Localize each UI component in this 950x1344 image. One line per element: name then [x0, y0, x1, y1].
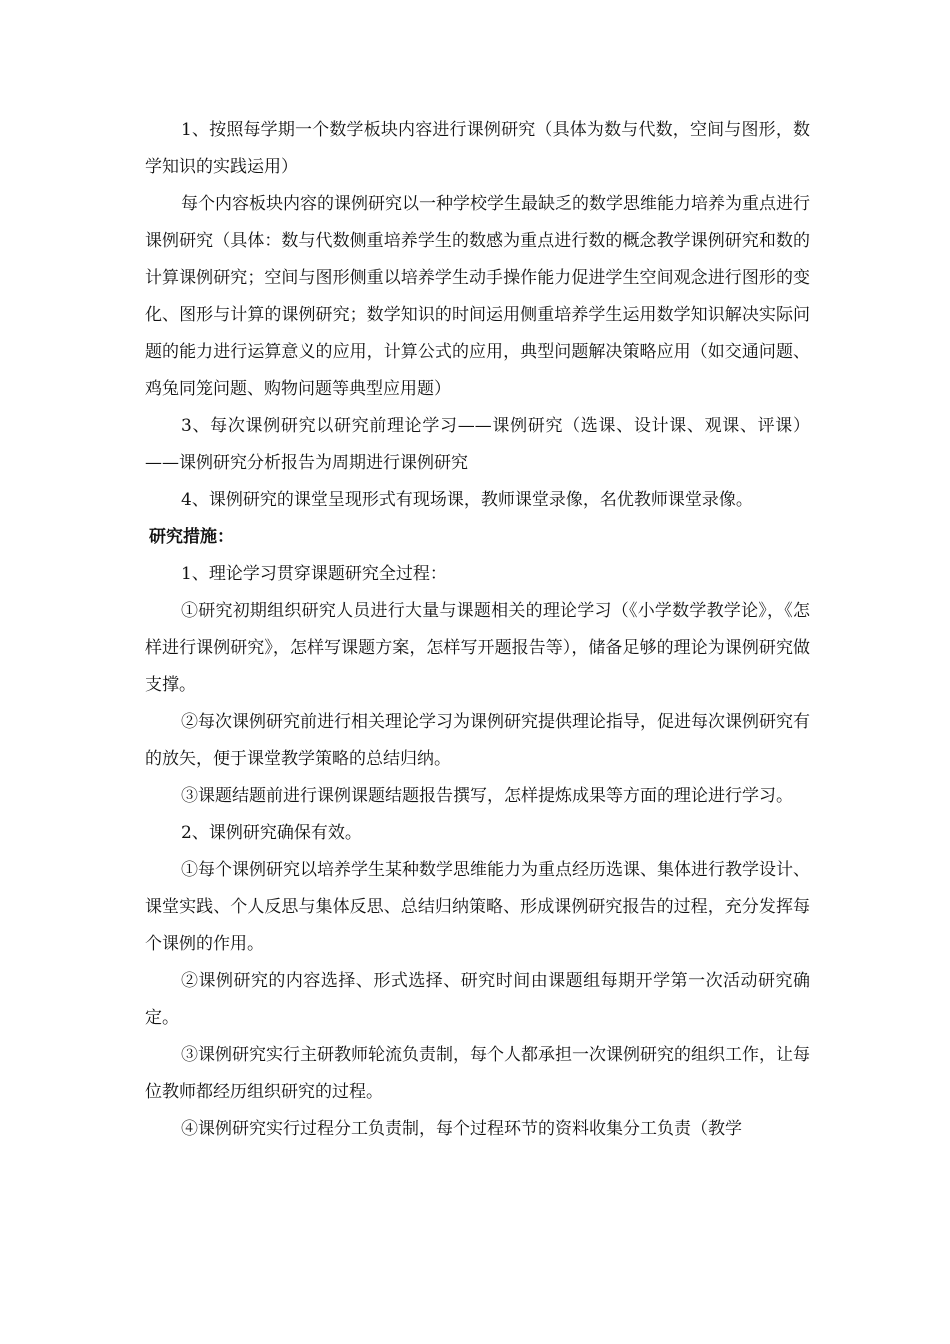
measure-1: 1、理论学习贯穿课题研究全过程： [181, 564, 447, 584]
measure-1-item-3: ③课题结题前进行课例课题结题报告撰写，怎样提炼成果等方面的理论进行学习。 [181, 786, 793, 806]
measure-1-item-2: ②每次课例研究前进行相关理论学习为课例研究提供理论指导，促进每次课例研究有的放矢，便于课堂教学策略的总结归纳。 [145, 712, 810, 769]
paragraph-3: 3、每次课例研究以研究前理论学习——课例研究（选课、设计课、观课、评课）——课例研究分析报告为周期进行课例研究 [145, 416, 810, 473]
measure-2-item-1: ①每个课例研究以培养学生某种数学思维能力为重点经历选课、集体进行教学设计、课堂实践、个人反思与集体反思、总结归纳策略、形成课例研究报告的过程，充分发挥每个课例的作用。 [145, 860, 810, 954]
paragraph-4: 4、课例研究的课堂呈现形式有现场课，教师课堂录像，名优教师课堂录像。 [181, 490, 753, 510]
paragraph-2: 每个内容板块内容的课例研究以一种学校学生最缺乏的数学思维能力培养为重点进行课例研究（具体：数与代数侧重培养学生的数感为重点进行数的概念教学课例研究和数的计算课例研究；空间与图形侧重以培养学生动手操作能力促进学生空间观念进行图形的变化、图形与计算的课例研究；数学知识的时间运用侧重培养学生运用数学知识解决实际问题的能力进行运算意义的应用，计算公式的应用，典型问题解决策略应用（如交通问题、鸡兔同笼问题、购物问题等典型应用题） [145, 194, 810, 399]
measure-2-item-3: ③课例研究实行主研教师轮流负责制，每个人都承担一次课例研究的组织工作，让每位教师都经历组织研究的过程。 [145, 1045, 810, 1102]
measure-1-item-1: ①研究初期组织研究人员进行大量与课题相关的理论学习（《小学数学教学论》，《怎样进行课例研究》，怎样写课题方案，怎样写开题报告等），储备足够的理论为课例研究做支撑。 [145, 601, 810, 695]
paragraph-1: 1、按照每学期一个数学板块内容进行课例研究（具体为数与代数，空间与图形，数学知识的实践运用） [145, 120, 810, 177]
measure-2-item-2: ②课例研究的内容选择、形式选择、研究时间由课题组每期开学第一次活动研究确定。 [145, 971, 810, 1028]
measure-2: 2、课例研究确保有效。 [181, 823, 362, 843]
section-heading: 研究措施： [149, 527, 234, 547]
document-body [145, 112, 810, 1148]
measure-2-item-4: ④课例研究实行过程分工负责制，每个过程环节的资料收集分工负责（教学 [181, 1119, 742, 1139]
